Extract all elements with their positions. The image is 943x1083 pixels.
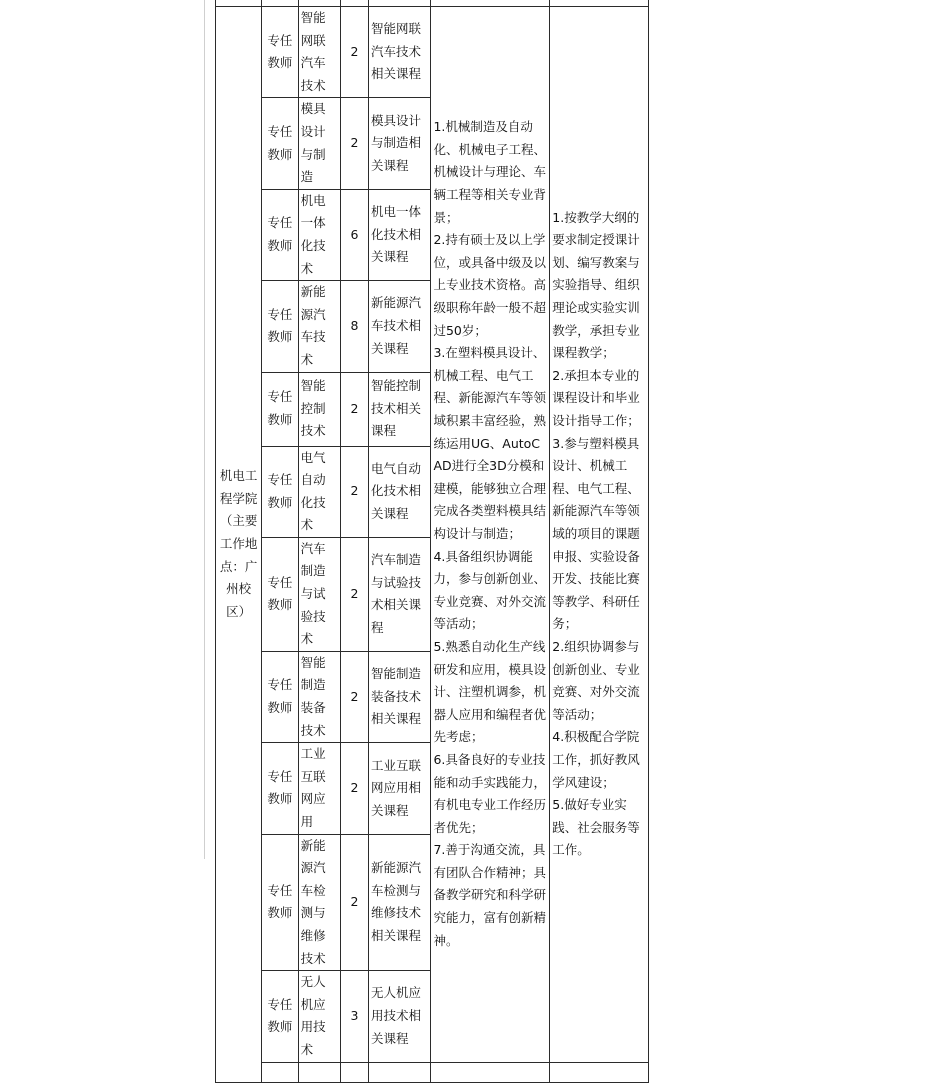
table-cell-cutoff (431, 1062, 550, 1082)
position-type-cell: 专任教师 (262, 98, 298, 189)
table-cell-cutoff (262, 1062, 298, 1082)
major-cell: 无人机应用技术 (298, 971, 340, 1062)
course-cell: 电气自动化技术相关课程 (369, 446, 431, 537)
table-row (216, 7, 649, 98)
headcount-cell: 2 (340, 446, 368, 537)
department-cell: 机电工程学院（主要工作地点：广州校区） (216, 7, 262, 1083)
requirement-item: 3.在塑料模具设计、机械工程、电气工程、新能源汽车等领域积累丰富经验，熟练运用UG、AutoCAD进行全3D分模和建模，能够独立合理完成各类塑料模具结构设计与制造； (433, 345, 546, 541)
position-type-cell: 专任教师 (262, 189, 298, 280)
headcount-cell: 2 (340, 537, 368, 651)
headcount-cell: 2 (340, 651, 368, 742)
course-cell: 新能源汽车技术相关课程 (369, 281, 431, 372)
requirement-item: 2.持有硕士及以上学位，或具备中级及以上专业技术资格。高级职称年龄一般不超过50岁； (433, 232, 546, 338)
recruitment-table (215, 0, 649, 1083)
duty-item: 2.组织协调参与创新创业、专业竞赛、对外交流等活动； (552, 638, 640, 722)
headcount-cell: 6 (340, 189, 368, 280)
page-left-border (204, 0, 205, 859)
major-cell: 新能源汽车检测与维修技术 (298, 834, 340, 971)
position-type-cell: 专任教师 (262, 446, 298, 537)
table-cell-cutoff (298, 1062, 340, 1082)
requirement-item: 7.善于沟通交流，具有团队合作精神；具备教学研究和科学研究能力，富有创新精神。 (433, 842, 546, 948)
major-cell: 模具设计与制造 (298, 98, 340, 189)
requirements-cell (431, 7, 550, 1063)
course-cell: 智能网联汽车技术相关课程 (369, 7, 431, 98)
major-cell: 智能网联汽车技术 (298, 7, 340, 98)
duty-item: 4.积极配合学院工作，抓好教风学风建设； (552, 729, 640, 790)
table-cell-cutoff (340, 1062, 368, 1082)
position-type-cell: 专任教师 (262, 651, 298, 742)
course-cell: 无人机应用技术相关课程 (369, 971, 431, 1062)
major-cell: 智能制造装备技术 (298, 651, 340, 742)
duty-item: 2.承担本专业的课程设计和毕业设计指导工作； (552, 367, 640, 428)
headcount-cell: 2 (340, 743, 368, 834)
position-type-cell: 专任教师 (262, 537, 298, 651)
duty-item: 3.参与塑料模具设计、机械工程、电气工程、新能源汽车等领域的项目的课题申报、实验设备开发、技能比赛等教学、科研任务； (552, 435, 640, 632)
headcount-cell: 2 (340, 98, 368, 189)
course-cell: 模具设计与制造相关课程 (369, 98, 431, 189)
table-cell-cutoff (369, 1062, 431, 1082)
major-cell: 机电一体化技术 (298, 189, 340, 280)
requirement-item: 1.机械制造及自动化、机械电子工程、机械设计与理论、车辆工程等相关专业背景； (433, 119, 546, 225)
headcount-cell: 3 (340, 971, 368, 1062)
position-type-cell: 专任教师 (262, 743, 298, 834)
duty-item: 5.做好专业实践、社会服务等工作。 (552, 797, 640, 858)
requirement-item: 4.具备组织协调能力，参与创新创业、专业竞赛、对外交流等活动； (433, 548, 546, 632)
major-cell: 新能源汽车技术 (298, 281, 340, 372)
position-type-cell: 专任教师 (262, 971, 298, 1062)
requirement-item: 6.具备良好的专业技能和动手实践能力，有机电专业工作经历者优先； (433, 751, 546, 835)
table-cell-cutoff (550, 1062, 649, 1082)
major-cell: 电气自动化技术 (298, 446, 340, 537)
headcount-cell: 2 (340, 7, 368, 98)
course-cell: 机电一体化技术相关课程 (369, 189, 431, 280)
course-cell: 汽车制造与试验技术相关课程 (369, 537, 431, 651)
course-cell: 工业互联网应用相关课程 (369, 743, 431, 834)
major-cell: 汽车制造与试验技术 (298, 537, 340, 651)
position-type-cell: 专任教师 (262, 7, 298, 98)
position-type-cell: 专任教师 (262, 372, 298, 446)
course-cell: 智能制造装备技术相关课程 (369, 651, 431, 742)
duties-cell (550, 7, 649, 1063)
requirement-item: 5.熟悉自动化生产线研发和应用，模具设计、注塑机调参，机器人应用和编程者优先考虑； (433, 638, 546, 745)
headcount-cell: 2 (340, 372, 368, 446)
major-cell: 智能控制技术 (298, 372, 340, 446)
position-type-cell: 专任教师 (262, 834, 298, 971)
major-cell: 工业互联网应用 (298, 743, 340, 834)
position-type-cell: 专任教师 (262, 281, 298, 372)
headcount-cell: 2 (340, 834, 368, 971)
duty-item: 1.按教学大纲的要求制定授课计划、编写教案与实验指导、组织理论或实验实训教学，承担专业课程教学； (552, 209, 640, 361)
headcount-cell: 8 (340, 281, 368, 372)
course-cell: 智能控制技术相关课程 (369, 372, 431, 446)
course-cell: 新能源汽车检测与维修技术相关课程 (369, 834, 431, 971)
